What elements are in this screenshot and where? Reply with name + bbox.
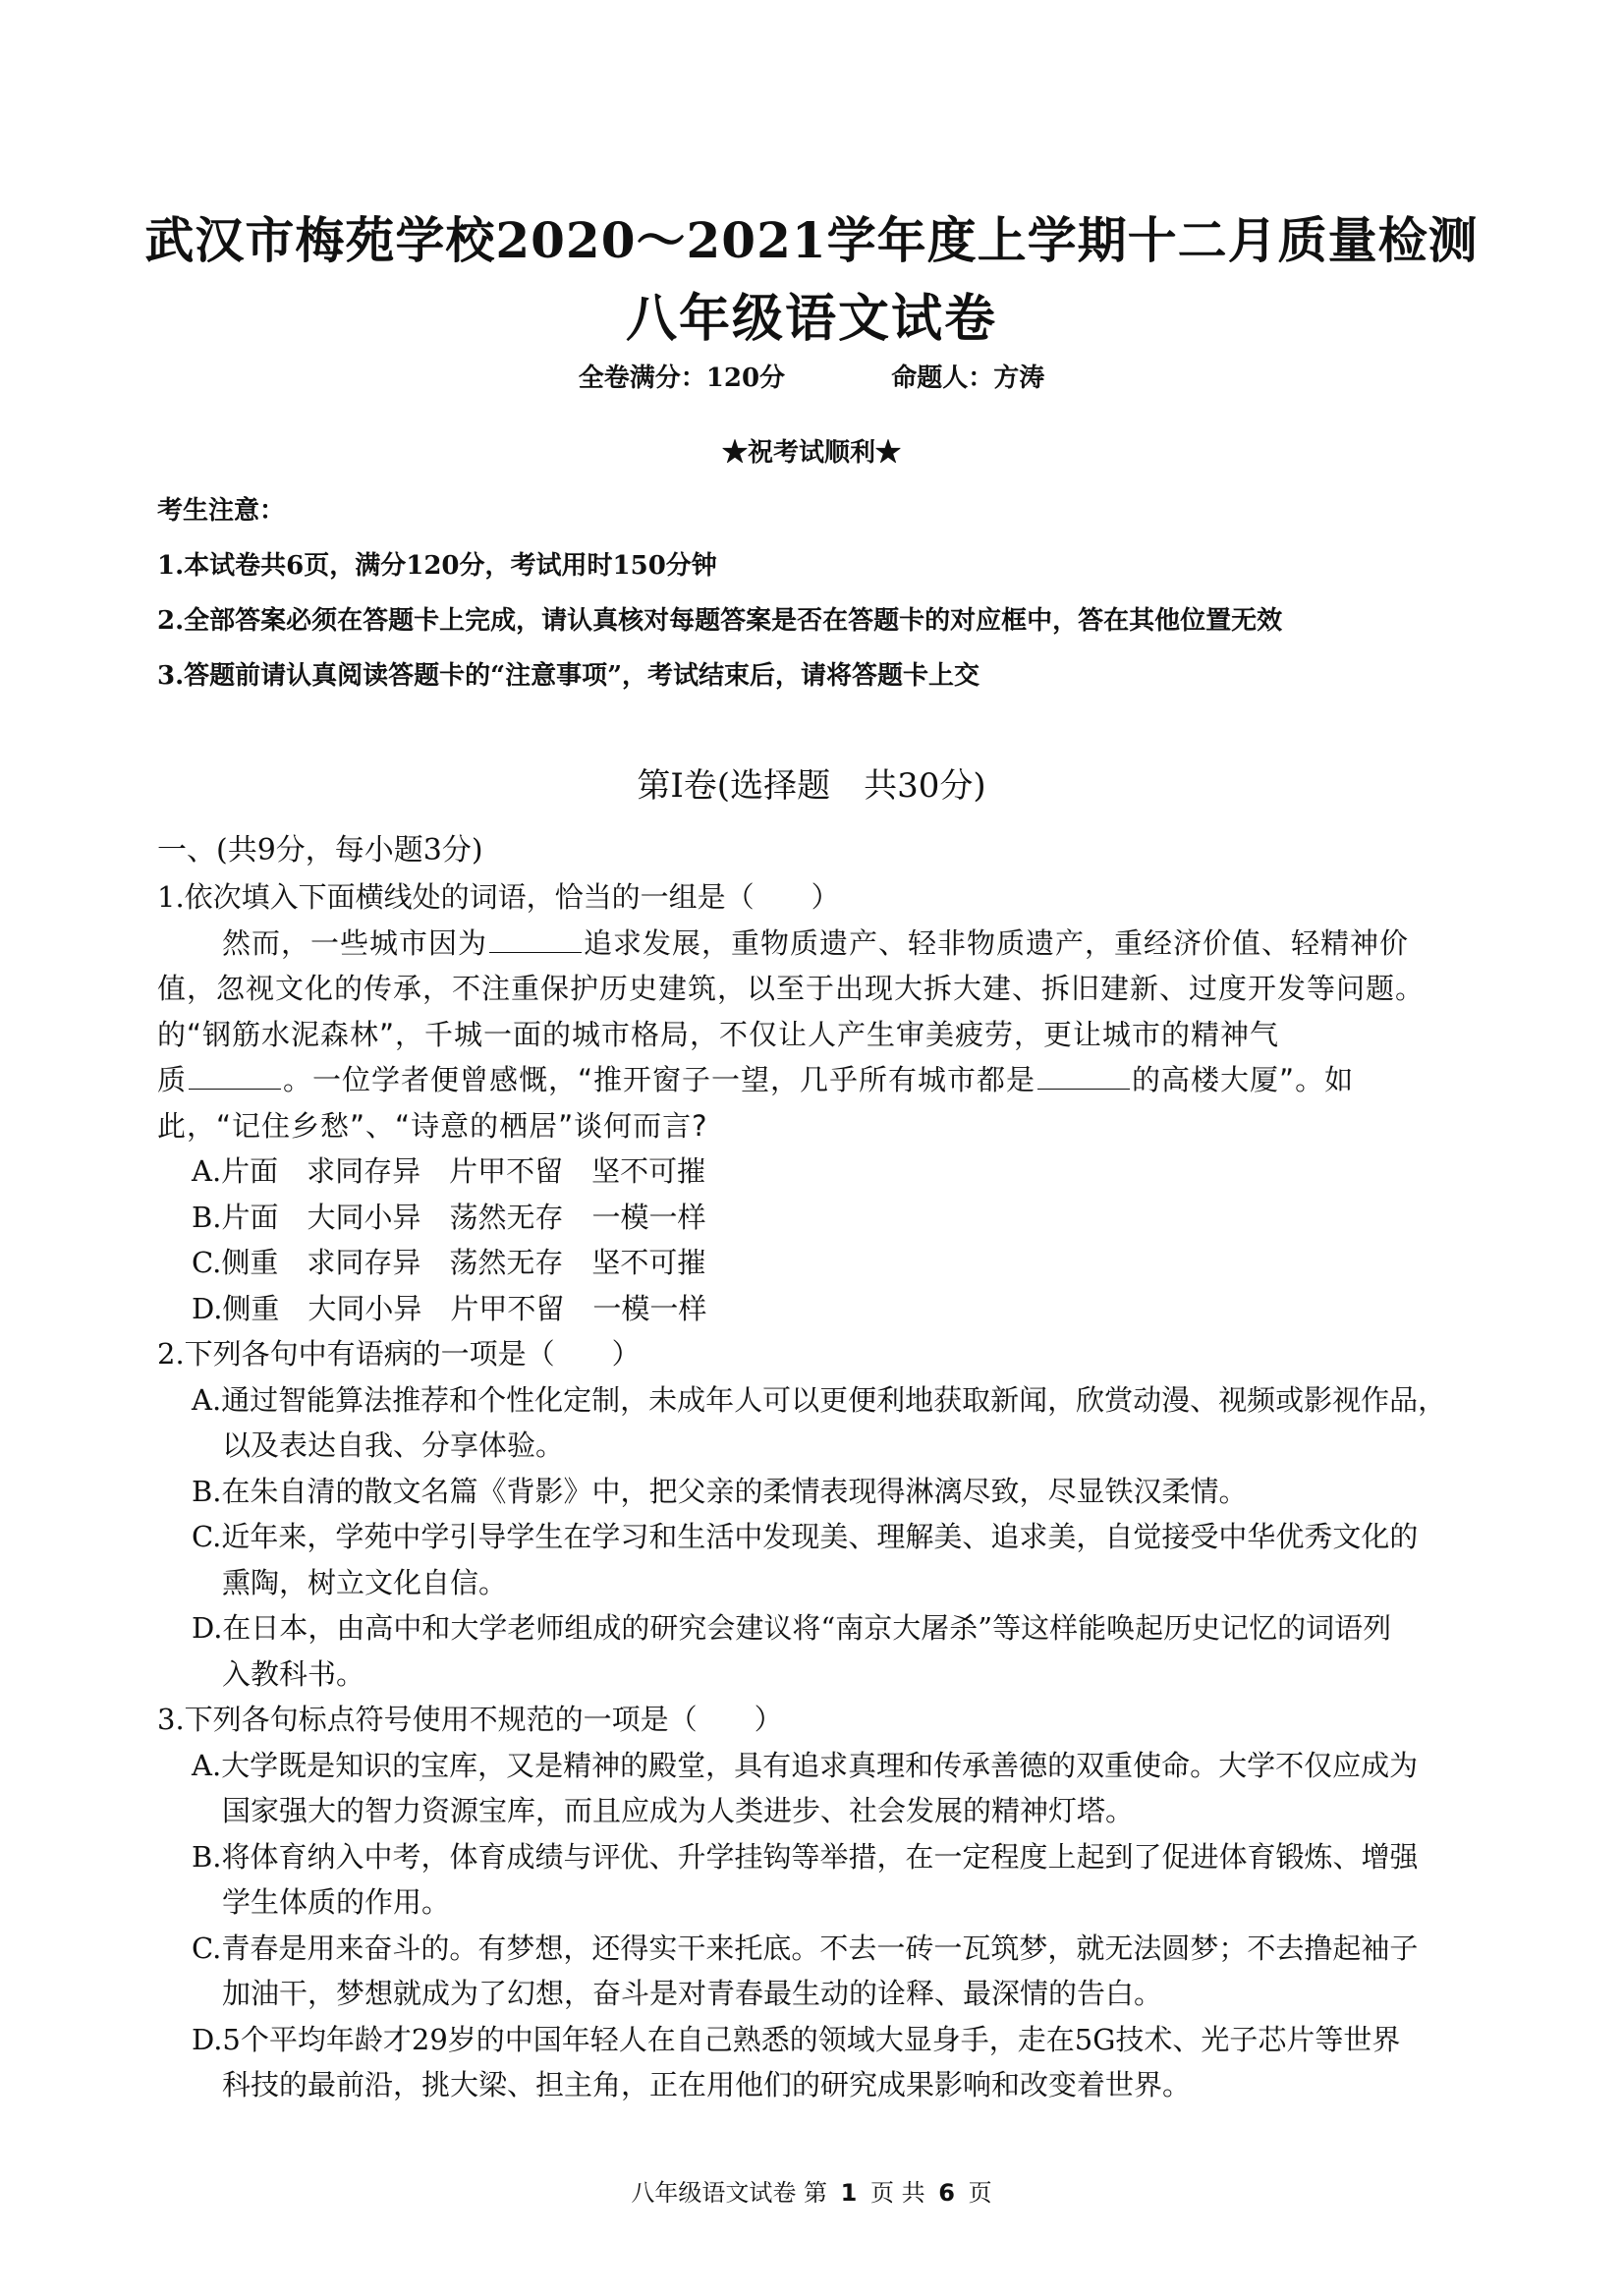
full-score: 全卷满分：120分: [578, 364, 786, 393]
q3-option-a-cont: 国家强大的智力资源宝库，而且应成为人类进步、社会发展的精神灯塔。: [222, 1794, 1135, 1827]
page-footer: [0, 2173, 1623, 2208]
q1-option: A.片面 求同存异 片甲不留 坚不可摧: [192, 1154, 706, 1188]
q1-option: D.侧重 大同小异 片甲不留 一模一样: [192, 1291, 707, 1325]
notice-item: 3.答题前请认真阅读答题卡的“注意事项”，考试结束后，请将答题卡上交: [157, 661, 980, 691]
q3-option-d: D.5个平均年龄才29岁的中国年轻人在自己熟悉的领域大显身手，走在5G技术、光子芯片等世界: [192, 2022, 1401, 2056]
q1-option: C.侧重 求同存异 荡然无存 坚不可摧: [192, 1246, 706, 1279]
exam-meta: [0, 358, 1623, 394]
q2-option-d-cont: 入教科书。: [222, 1656, 365, 1691]
q2-option-d: D.在日本，由高中和大学老师组成的研究会建议将“南京大屠杀”等这样能唤起历史记忆的词语列: [192, 1611, 1392, 1645]
footer-total-pages: 6: [938, 2179, 955, 2207]
q2-option-a-cont: 以及表达自我、分享体验。: [222, 1428, 565, 1462]
q2-option-a: A.通过智能算法推荐和个性化定制，未成年人可以更便利地获取新闻，欣赏动漫、视频或影视作品，: [192, 1382, 1447, 1417]
notice-item: 1.本试卷共6页，满分120分，考试用时150分钟: [157, 551, 717, 581]
q3-option-c: C.青春是用来奋斗的。有梦想，还得实干来托底。不去一砖一瓦筑梦，就无法圆梦；不去撸起袖子: [192, 1931, 1419, 1965]
q1-option: B.片面 大同小异 荡然无存 一模一样: [192, 1200, 706, 1234]
q2-option-c-cont: 熏陶，树立文化自信。: [222, 1565, 508, 1599]
q1-passage-line: 值，忽视文化的传承，不注重保护历史建筑，以至于出现大拆大建、拆旧建新、过度开发等问题。: [157, 972, 1426, 1005]
q1-passage-text: 质: [157, 1063, 188, 1096]
fill-blank: [1037, 1059, 1130, 1090]
q3-option-d-cont: 科技的最前沿，挑大梁、担主角，正在用他们的研究成果影响和改变着世界。: [222, 2068, 1192, 2101]
footer-page-number: 1: [840, 2179, 858, 2207]
footer-prefix: 八年级语文试卷 第: [631, 2179, 828, 2207]
footer-suffix: 页: [968, 2179, 992, 2207]
exam-title: 武汉市梅苑学校2020～2021学年度上学期十二月质量检测: [144, 211, 1479, 269]
questions: [157, 827, 1485, 2108]
q1-passage-text: 追求发展，重物质遗产、轻非物质遗产，重经济价值、轻精神价: [584, 925, 1410, 960]
good-luck-banner: ★祝考试顺利★: [721, 438, 901, 468]
section-title: 第Ⅰ卷(选择题 共30分): [637, 766, 986, 806]
footer-middle: 页 共: [870, 2179, 925, 2207]
question-1-stem: 1.依次填入下面横线处的词语，恰当的一组是（ ）: [157, 880, 840, 914]
q3-option-b-cont: 学生体质的作用。: [222, 1885, 451, 1919]
q3-option-c-cont: 加油干，梦想就成为了幻想，奋斗是对青春最生动的诠释、最深情的告白。: [222, 1977, 1163, 2010]
q3-option-b: B.将体育纳入中考，体育成绩与评优、升学挂钩等举措，在一定程度上起到了促进体育锻炼、增强: [192, 1839, 1419, 1874]
candidate-notice: [157, 483, 1483, 703]
q1-passage-line: [157, 1057, 1485, 1103]
question-3-stem: 3.下列各句标点符号使用不规范的一项是（ ）: [157, 1703, 783, 1736]
q1-passage-text: 然而，一些城市因为: [222, 925, 488, 960]
question-group-heading: 一、(共9分，每小题3分): [157, 833, 483, 868]
q1-passage-text: 。一位学者便曾感慨，“推开窗子一望，几乎所有城市都是: [283, 1063, 1036, 1096]
q2-option-c: C.近年来，学苑中学引导学生在学习和生活中发现美、理解美、追求美，自觉接受中华优秀文化的: [192, 1520, 1419, 1553]
notice-item: 2.全部答案必须在答题卡上完成，请认真核对每题答案是否在答题卡的对应框中，答在其他位置无效: [157, 606, 1283, 636]
q1-passage-line: 此，“记住乡愁”、“诗意的栖居”谈何而言?: [157, 1108, 708, 1143]
fill-blank: [489, 923, 582, 953]
q1-passage-text: 的高楼大厦”。如: [1132, 1063, 1355, 1096]
question-2-stem: 2.下列各句中有语病的一项是（ ）: [157, 1337, 641, 1371]
exam-author: 命题人：方涛: [891, 364, 1045, 393]
fill-blank: [189, 1059, 281, 1090]
exam-subtitle: 八年级语文试卷: [625, 289, 997, 349]
q2-option-b: B.在朱自清的散文名篇《背影》中，把父亲的柔情表现得淋漓尽致，尽显铁汉柔情。: [192, 1474, 1248, 1508]
q3-option-a: A.大学既是知识的宝库，又是精神的殿堂，具有追求真理和传承善德的双重使命。大学不仅应成为: [192, 1748, 1419, 1782]
q1-passage-line: 的“钢筋水泥森林”，千城一面的城市格局，不仅让人产生审美疲劳，更让城市的精神气: [157, 1017, 1280, 1051]
notice-heading: 考生注意：: [157, 496, 286, 526]
q1-passage-line: [157, 921, 1485, 967]
